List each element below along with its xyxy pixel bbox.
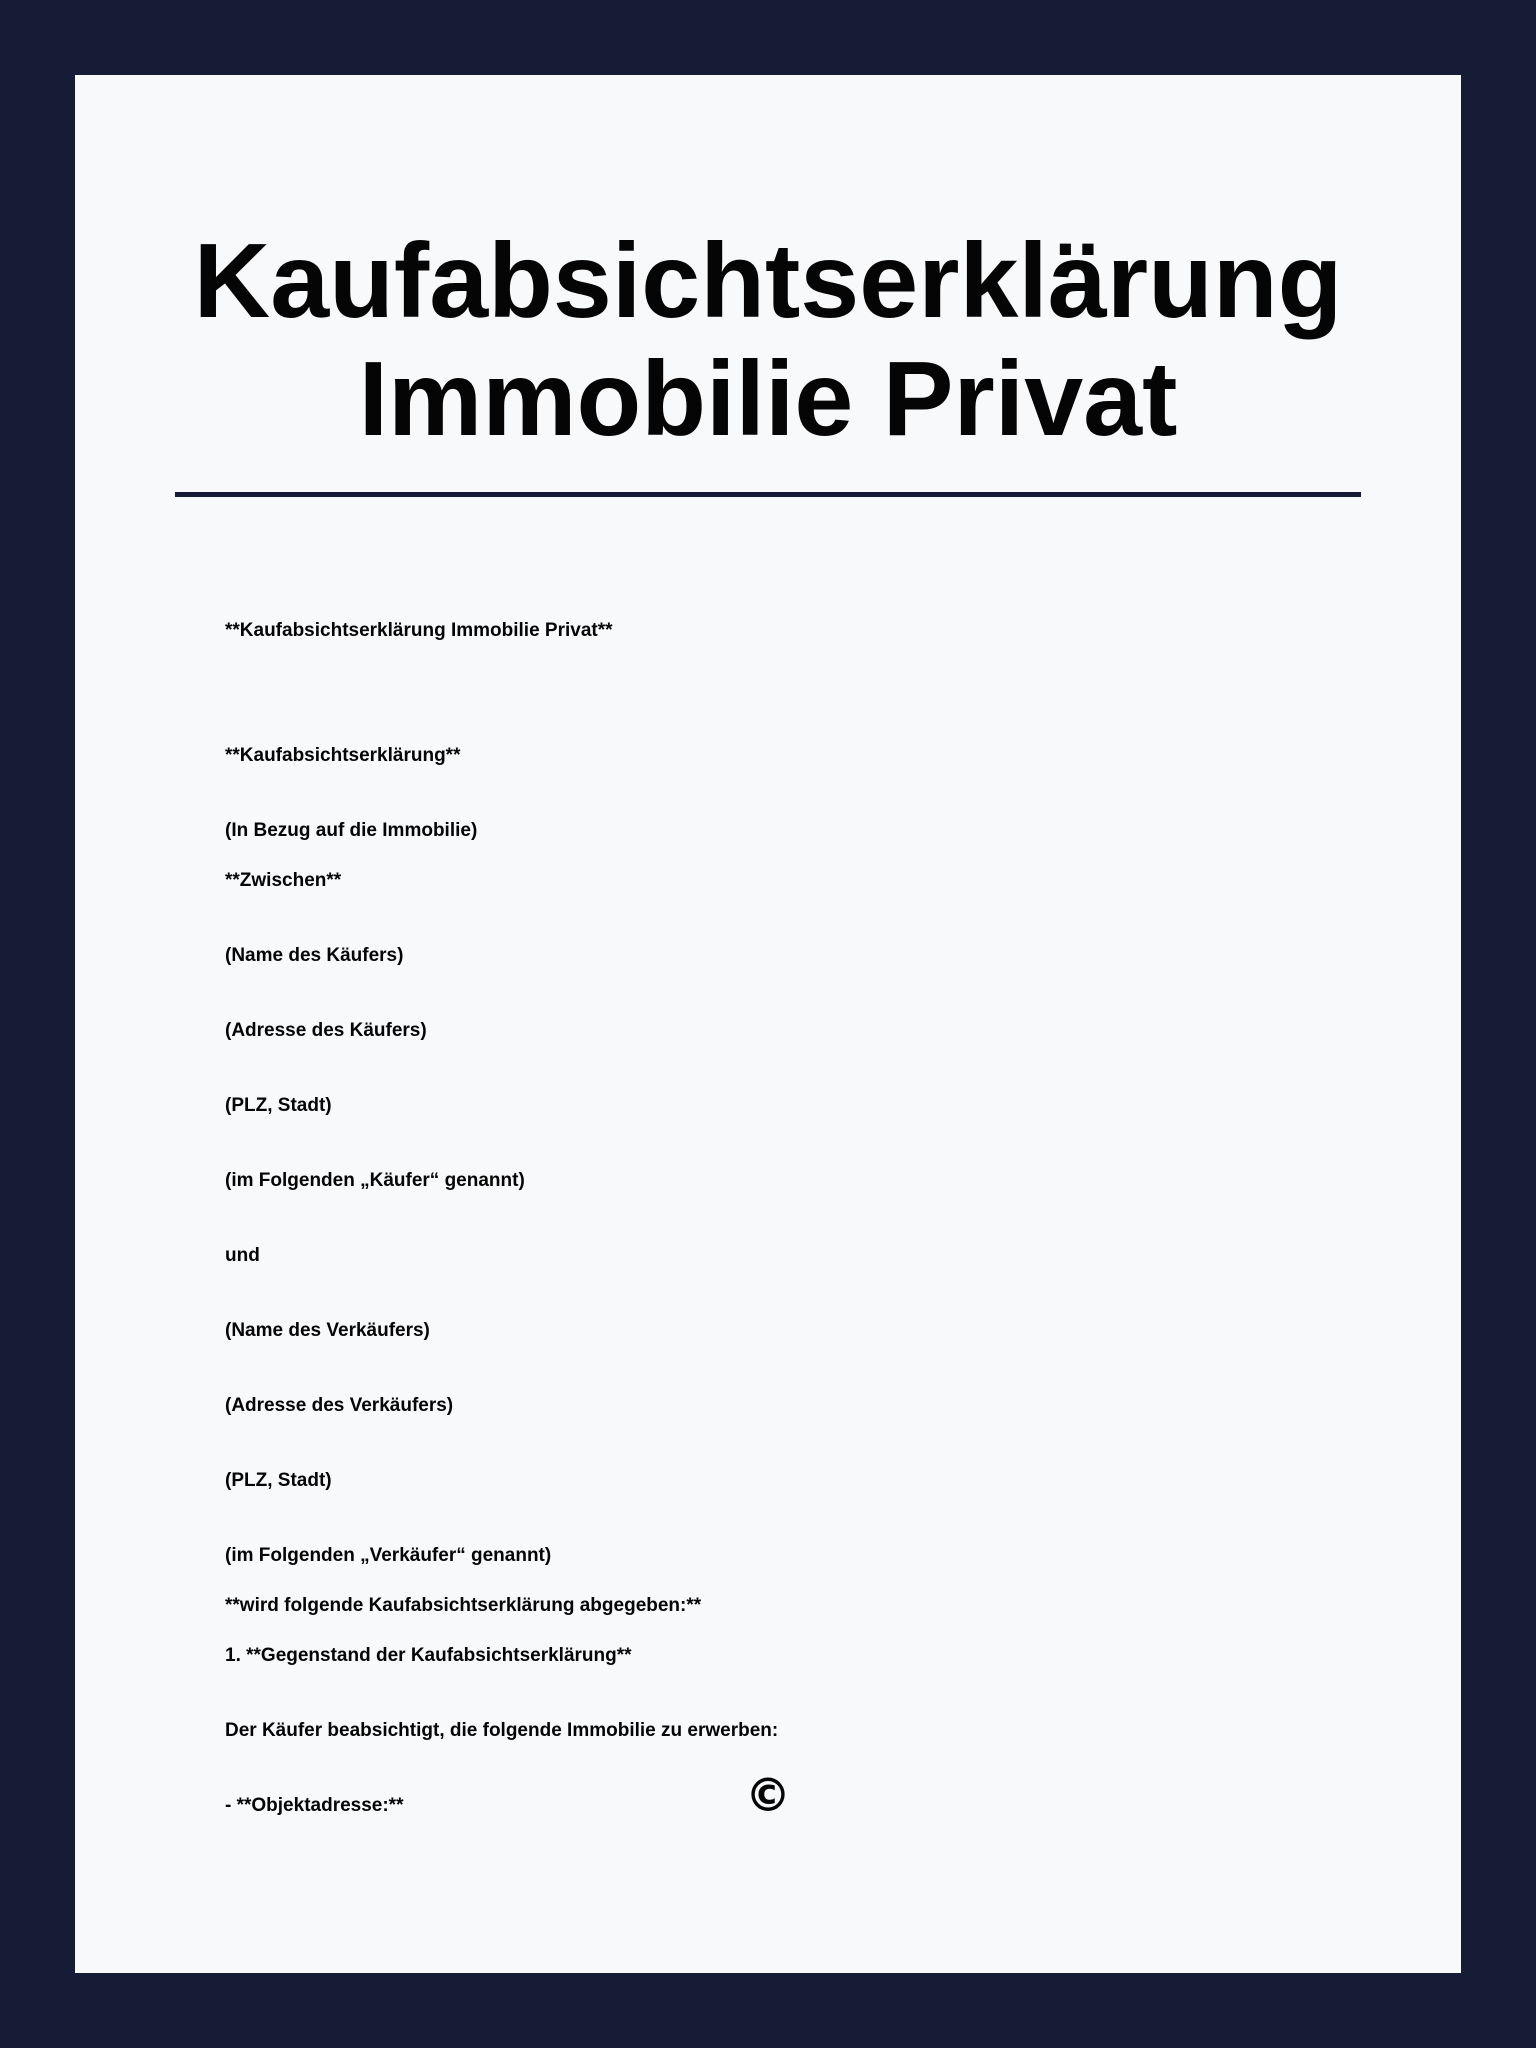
body-line-buyer-label: (im Folgenden „Käufer“ genannt) (225, 1170, 525, 1191)
body-line-seller-label: (im Folgenden „Verkäufer“ genannt) (225, 1545, 552, 1566)
body-line-object-address: - **Objektadresse:** (225, 1795, 404, 1816)
document-page (75, 75, 1461, 1973)
body-line-seller-city: (PLZ, Stadt) (225, 1470, 332, 1491)
body-line-intent: Der Käufer beabsichtigt, die folgende Immobilie zu erwerben: (225, 1720, 779, 1741)
title-line-2: Immobilie Privat (358, 340, 1178, 458)
body-line-declaration: **wird folgende Kaufabsichtserklärung abgegeben:** (225, 1595, 702, 1616)
body-line-subheading: **Kaufabsichtserklärung** (225, 745, 461, 766)
body-line-reference: (In Bezug auf die Immobilie) (225, 820, 478, 841)
document-title (75, 222, 1461, 458)
body-line-and: und (225, 1245, 260, 1266)
body-line-heading: **Kaufabsichtserklärung Immobilie Privat** (225, 620, 613, 641)
body-line-seller-address: (Adresse des Verkäufers) (225, 1395, 454, 1416)
title-divider (175, 492, 1361, 497)
body-line-buyer-address: (Adresse des Käufers) (225, 1020, 427, 1041)
body-line-buyer-city: (PLZ, Stadt) (225, 1095, 332, 1116)
body-line-between: **Zwischen** (225, 870, 342, 891)
body-line-seller-name: (Name des Verkäufers) (225, 1320, 430, 1341)
body-line-section-1: 1. **Gegenstand der Kaufabsichtserklärung** (225, 1645, 632, 1666)
body-line-buyer-name: (Name des Käufers) (225, 945, 404, 966)
title-line-1: Kaufabsichtserklärung (193, 222, 1343, 340)
copyright-icon: © (745, 1768, 791, 1822)
